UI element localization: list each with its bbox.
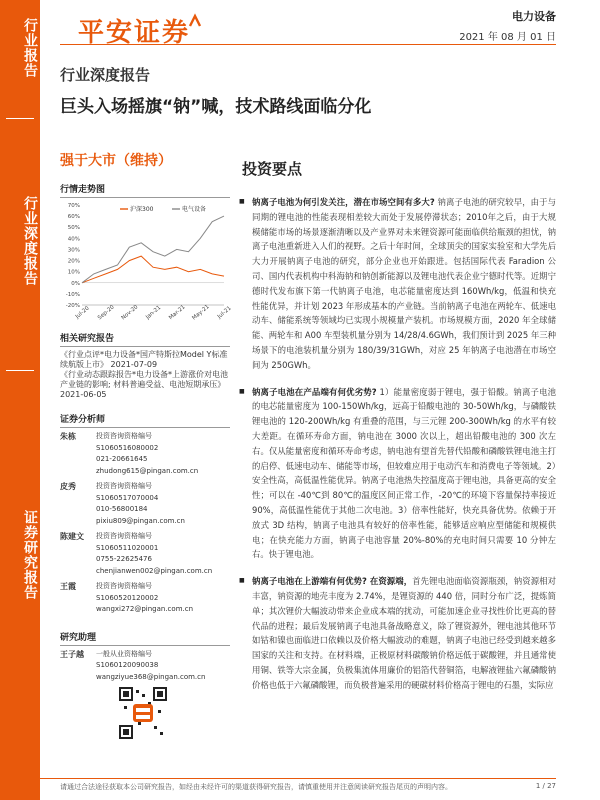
x-tick-label: Jan-21 [145,304,163,321]
analyst-name: 王霞 [60,582,76,591]
analyst-info [96,431,230,477]
y-tick-label: 20% [67,258,80,265]
analysts-heading: 证券分析师 [60,412,230,428]
analyst-card [60,481,230,527]
analyst-email[interactable]: zhudong615@pingan.com.cn [96,466,199,475]
trend-chart-svg [60,201,233,322]
assistant-list [60,649,230,684]
legend-label: 电气设备 [182,206,207,213]
analyst-info-line: 010-56800184 [96,505,148,513]
side-label-industry-report: 行业报告 [22,18,38,78]
page-title: 巨头入场摇旗“钠”喊，技术路线面临分化 [60,97,372,117]
series-line-electrical-equipment [82,216,224,283]
side-label-securities-research: 证券研究报告 [22,510,38,600]
y-tick-label: 0% [71,280,80,287]
x-tick-label: Jul-21 [216,305,233,321]
trend-chart [60,201,233,322]
key-points-heading: 投资要点 [242,160,303,178]
analyst-info-line: S1060520120002 [96,593,159,602]
analyst-info-line: 021-20661645 [96,455,148,463]
left-sidebar [60,176,233,687]
y-tick-label: 50% [67,225,80,232]
analysts-list [60,431,230,616]
analyst-card [60,649,230,684]
analyst-info-line: 投资咨询资格编号 [96,482,152,490]
key-point-body: 1）能量密度弱于锂电，强于铅酸。钠离子电池的电芯能量密度为 100-150Wh/kg，远高于铅酸电池的 30-50Wh/kg，与磷酸铁锂电池的 120-200Wh/kg 有重叠的范围，与三元锂 200-300Wh/kg 的水平有较大差距。在循环寿命方面，钠电池在 3000 次以上，超出铅酸电池的 300 次左右。仅从能量密度和循环寿命考虑，钠电池有望首先替代铅酸和磷酸铁锂电池主打的启停、低速电动车、储能等市场，但较难应用于电动汽车和消费电子等领域。2）安全性高，高低温性能优异。钠离子电池热失控温度高于锂电池，具备更高的安全性；可以在 -40℃到 80℃的温度区间正常工作，-20℃的环境下容量保持率接近 90%，高低温性能优于其他二次电池。3）倍率性能好，快充具备优势。依赖于开放式 3D 结构，钠离子电池具有较好的倍率性能，能够适应响应型储能和规模供电；在快充能力方面，钠离子电池容量 20%-80%的充电时间只需要 10 分钟左右。快于锂电池。 [252,386,556,560]
company-logo: 平安证券 [78,18,191,48]
y-tick-label: 10% [67,269,80,276]
analyst-card [60,531,230,577]
analyst-email[interactable]: pixiu809@pingan.com.cn [96,516,185,525]
analyst-info [96,531,230,577]
footer-divider [40,778,556,779]
footer-disclaimer: 请通过合法途径获取本公司研究报告，如经由未经许可的渠道获得研究报告，请慎重使用并注意阅读研究报告尾页的声明内容。 [60,783,452,791]
x-tick-label: Jul-20 [74,305,91,321]
analyst-info-line: 0755-22625476 [96,555,152,563]
analyst-info [96,481,230,527]
analyst-info-line: 投资咨询资格编号 [96,532,152,540]
analyst-name: 陈建文 [60,532,84,541]
x-tick-label: Mar-21 [168,304,187,322]
analyst-email[interactable]: wangxi272@pingan.com.cn [96,605,194,613]
series-line-hs300 [82,256,224,283]
analyst-card [60,581,230,616]
key-point [242,574,556,692]
y-tick-label: 30% [67,247,80,254]
footer [60,782,556,792]
y-tick-label: 60% [67,214,80,221]
key-point-lead: 钠离子电池为何引发关注，潜在市场空间有多大? [252,197,435,207]
y-tick-label: 70% [67,203,80,209]
assistant-heading: 研究助理 [60,630,230,646]
related-report-item[interactable]: 《行业点评*电力设备*国产特斯拉Model Y标准续航版上市》 2021-07-09 [60,350,228,369]
related-report-item[interactable]: 《行业动态跟踪报告*电力设备*上游涨价对电池产业链的影响; 材料普遍受益、电池短期承压》 2021-06-05 [60,370,228,399]
page-number: 1 / 27 [535,782,556,790]
analyst-name: 王子越 [60,649,84,659]
report-type: 行业深度报告 [60,66,151,84]
main-content [242,158,556,705]
header-divider [60,44,556,45]
x-tick-label: May-21 [191,303,211,322]
header-meta [459,8,556,43]
x-tick-label: Nov-20 [120,304,140,322]
y-tick-label: 40% [67,236,80,243]
analyst-card [60,431,230,477]
x-tick-label: Sep-20 [96,304,116,322]
sector-name: 电力设备 [512,10,556,23]
analyst-info-line: 投资咨询资格编号 [96,582,152,590]
key-point-lead: 钠离子电池在产品端有何优劣势? [252,386,377,397]
key-point-body: 首先锂电池面临资源瓶颈，钠资源相对丰富，钠资源的地壳丰度为 2.74%，是锂资源的 440 倍，同时分布广泛，提炼简单；其次锂价大幅波动带来企业成本端的扰动，可能加速企业寻找性价比更高的替代品的进程；最后发展钠离子电池具备战略意义，除了锂资源外，锂电池其他环节如钴和镍也面临进口依赖以及价格大幅波动的难题，钠离子电池已经受到越来越多国家的关注和支持。在材料端，正极原材料碳酸钠价格远低于碳酸锂，并且通常使用铜、铁等大宗金属，负极集流体用廉价的铝箔代替铜箔，电解液锂盐六氟磷酸钠价格也低于六氟磷酸锂，而负极普遍采用的硬碳材料价格高于锂电的石墨，实际应 [252,576,556,690]
side-band-divider [6,370,34,371]
analyst-info-line: S1060517070004 [96,493,159,502]
analyst-name: 朱栋 [60,432,76,441]
analyst-email[interactable]: wangziyue368@pingan.com.cn [96,672,206,681]
logo-mark-icon [188,14,202,28]
analyst-info [96,581,230,616]
qr-code-icon [118,686,168,740]
key-point-body: 钠离子电池的研究较早，由于与同期的锂电池的性能表现相差较大而处于发展停滞状态；2010年之后，由于大规模储能市场的场景逐渐清晰以及产业界对未来锂资源可能面临供给瓶颈的担忧，钠离子电池重新进入人们的视野。之后十年时间，全球顶尖的国家实验室和大学先后大力开展钠离子电池的研究，部分企业也开始跟进。包括国际代表 Faradion 公司、国内代表机构中科海钠和钠创新能源以及锂电池代表企业宁德时代等。近期宁德时代发布旗下第一代钠离子电池，电芯能量密度达到 160Wh/kg，低温和快充性能优异，并计划 2023 年形成基本的产业链。当前钠离子电池在两轮车、低速电动车、储能系统等领域均已实现小规模量产装机。市场规模方面，2020 年全球储能、两轮车和 A00 车型装机量分别为 14/28/4.6GWh，我们预计到 2025 年三种场景下的电池装机量分别为 180/39/31GWh，对应 25 年钠离子电池潜在市场空间为 250GWh。 [252,197,556,370]
related-heading: 相关研究报告 [60,331,230,347]
y-tick-label: -20% [65,303,80,309]
side-band-divider [6,118,34,119]
analyst-info-line: S1060516080002 [96,443,159,452]
analyst-email[interactable]: chenjianwen002@pingan.com.cn [96,566,213,575]
key-point-lead: 钠离子电池在上游端有何优势? 在资源端， [252,576,413,587]
trend-heading: 行情走势图 [60,182,230,198]
related-reports [60,350,230,400]
key-point [242,385,556,563]
analyst-info-line: 投资咨询资格编号 [96,432,152,440]
rating-badge: 强于大市（维持） [60,153,172,169]
analyst-info-line: S1060120090038 [96,661,159,669]
analyst-info-line: S1060511020001 [96,543,159,552]
legend-label: 沪深300 [130,206,154,213]
analyst-info [96,649,230,684]
side-label-deep-report: 行业深度报告 [22,196,38,286]
analyst-name: 皮秀 [60,482,76,491]
side-band [0,0,40,800]
report-date: 2021 年 08 月 01 日 [459,32,556,43]
key-point [242,195,556,373]
y-tick-label: -10% [65,291,80,298]
analyst-info-line: 一般从业资格编号 [96,649,152,658]
